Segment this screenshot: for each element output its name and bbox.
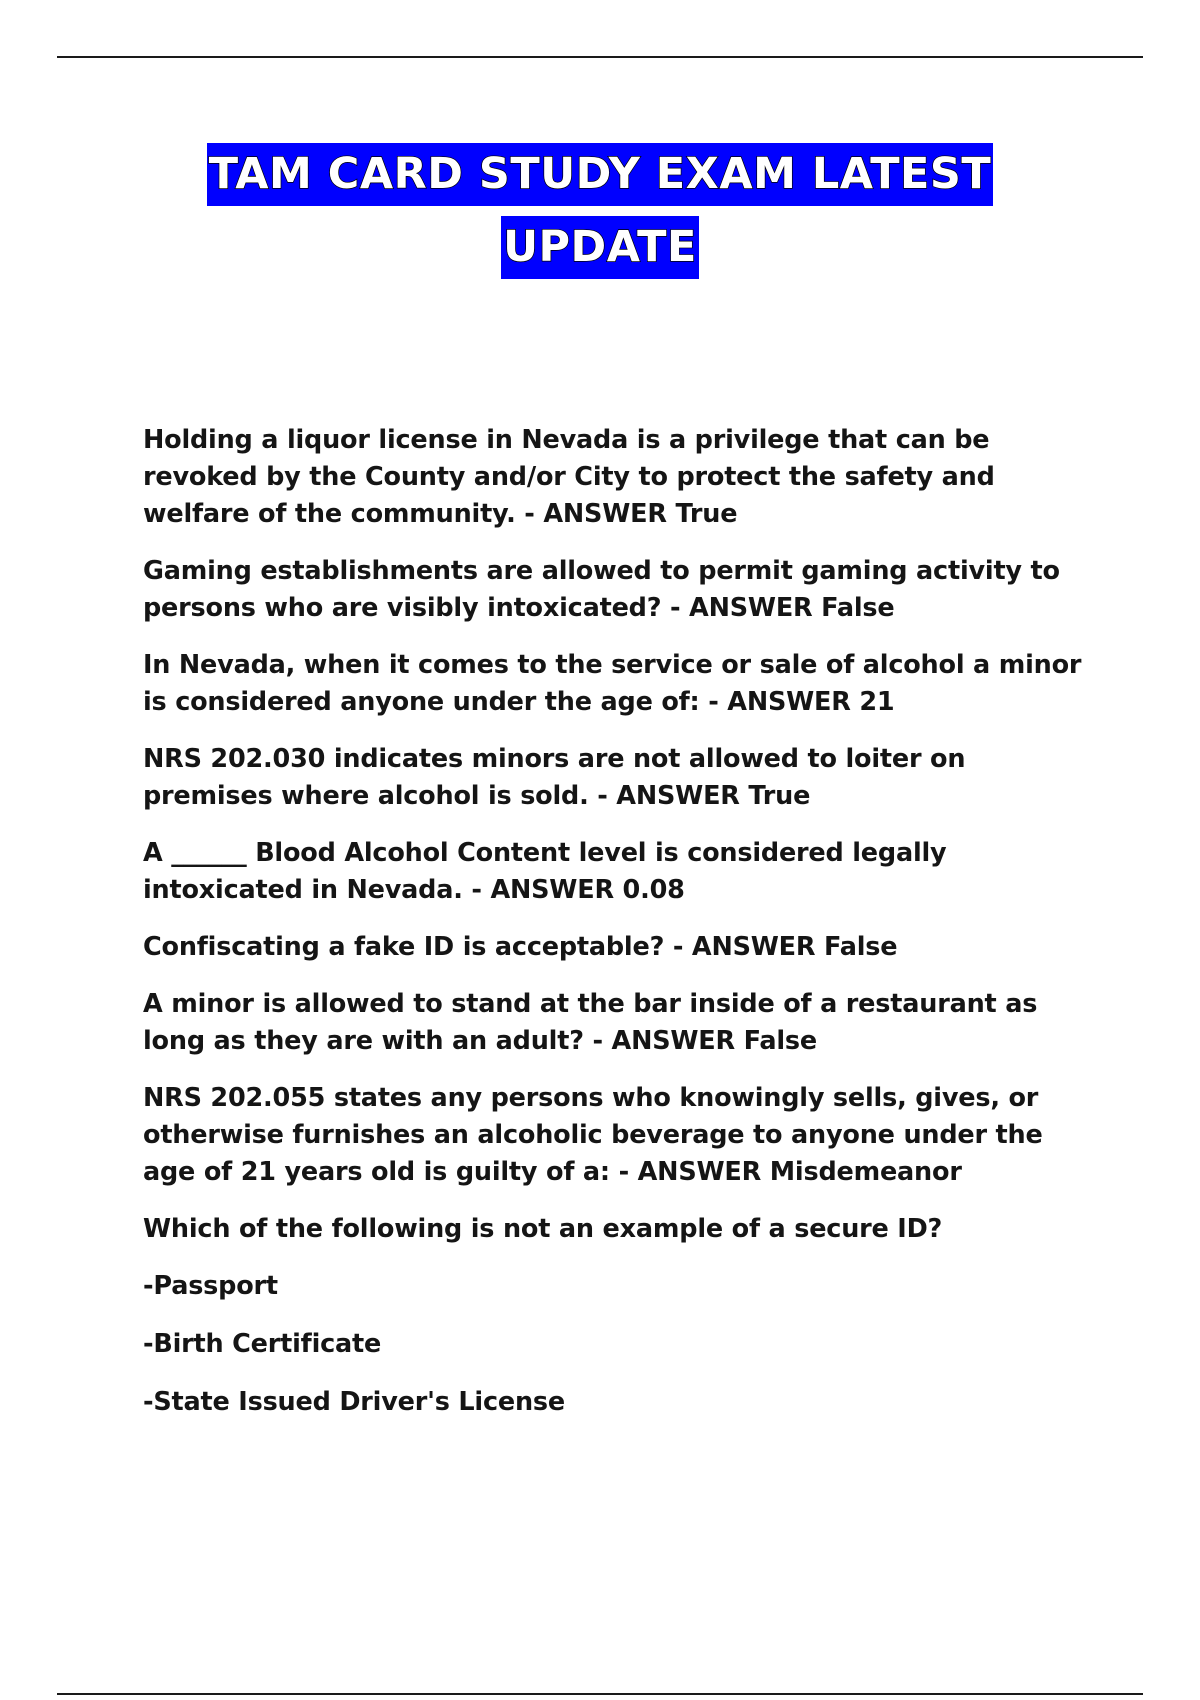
- question-item: A ______ Blood Alcohol Content level is considered legally intoxicated in Nevada. - ANSWER 0.08: [143, 838, 947, 905]
- question-item: A minor is allowed to stand at the bar inside of a restaurant as long as they are with an adult? - ANSWER False: [143, 989, 1038, 1056]
- answer-option: -Passport: [143, 1271, 278, 1301]
- top-rule: [57, 56, 1143, 58]
- bottom-rule: [57, 1693, 1143, 1695]
- question-item: Gaming establishments are allowed to permit gaming activity to persons who are visibly intoxicated? - ANSWER False: [143, 556, 1060, 623]
- question-item: NRS 202.055 states any persons who knowingly sells, gives, or otherwise furnishes an alcoholic beverage to anyone under the age of 21 years old is guilty of a: - ANSWER Misdemeanor: [143, 1083, 1043, 1187]
- title-line-2: UPDATE: [501, 216, 699, 279]
- title-line-1: TAM CARD STUDY EXAM LATEST: [207, 143, 993, 206]
- question-item: Which of the following is not an example of a secure ID?: [143, 1214, 943, 1244]
- question-item: NRS 202.030 indicates minors are not allowed to loiter on premises where alcohol is sold. - ANSWER True: [143, 744, 966, 811]
- document-title: [0, 143, 1200, 279]
- question-list: [143, 422, 1103, 1442]
- question-item: In Nevada, when it comes to the service or sale of alcohol a minor is considered anyone under the age of: - ANSWER 21: [143, 650, 1082, 717]
- question-item: Confiscating a fake ID is acceptable? - ANSWER False: [143, 932, 898, 962]
- answer-option: -State Issued Driver's License: [143, 1387, 565, 1417]
- answer-option: -Birth Certificate: [143, 1329, 382, 1359]
- question-item: Holding a liquor license in Nevada is a privilege that can be revoked by the County and/or City to protect the safety and welfare of the community. - ANSWER True: [143, 425, 995, 529]
